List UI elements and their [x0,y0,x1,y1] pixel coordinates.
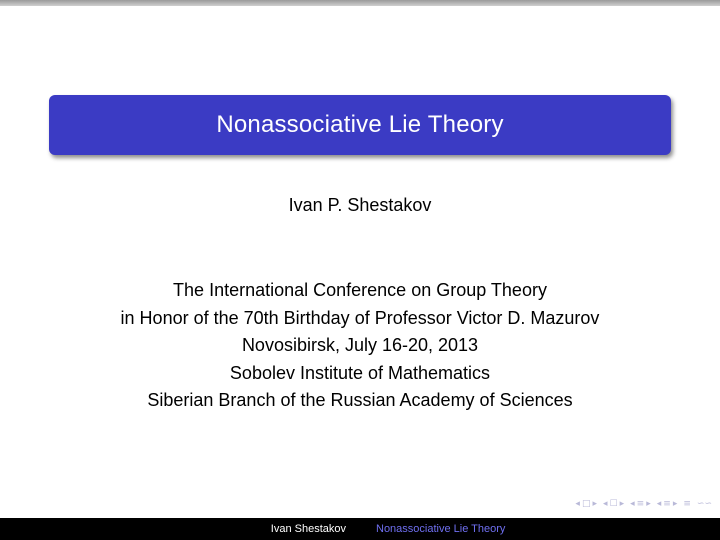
top-rule [0,0,720,6]
navigation-bar [575,496,712,512]
section-next-icon[interactable]: ▸ [646,499,651,509]
document-prev-icon[interactable]: ◂ [656,499,662,509]
author-name: Ivan P. Shestakov [288,195,432,215]
institute-line: Novosibirsk, July 16-20, 2013 [241,335,479,355]
footer-title [360,518,720,540]
subsection-icon[interactable]: ☐ [609,499,618,509]
frame-prev-icon[interactable]: ◂ [575,499,580,509]
document-nav [657,499,678,509]
footer-bar [0,518,720,540]
document-next-icon[interactable]: ▸ [672,499,678,509]
section-prev-icon[interactable]: ◂ [630,499,635,509]
subsection-next-icon[interactable]: ▸ [619,499,625,509]
footer-author-text: Ivan Shestakov [270,523,346,535]
frame-nav [575,499,597,509]
institute-line: in Honor of the 70th Birthday of Professor Victor D. Mazurov [120,307,600,328]
footer-author [0,518,360,540]
subsection-prev-icon[interactable]: ◂ [603,499,608,509]
institute-line: Siberian Branch of the Russian Academy of Sciences [147,390,573,410]
appendix-icon[interactable]: ≡ [683,499,691,509]
section-icon[interactable]: ≡ [636,499,645,509]
slide-title: Nonassociative Lie Theory [216,111,504,138]
document-icon[interactable]: ≡ [663,499,671,509]
institute-line: Sobolev Institute of Mathematics [229,362,491,383]
section-nav [630,499,651,509]
footer-title-text: Nonassociative Lie Theory [376,523,506,535]
institute-line: The International Conference on Group Theory [173,280,547,300]
title-box [49,95,671,155]
subsection-nav [603,499,624,509]
search-loop-icon[interactable]: ∽∽ [696,499,712,509]
frame-icon[interactable]: □ [581,499,591,509]
institute-block [0,277,720,415]
frame-next-icon[interactable]: ▸ [592,499,597,509]
